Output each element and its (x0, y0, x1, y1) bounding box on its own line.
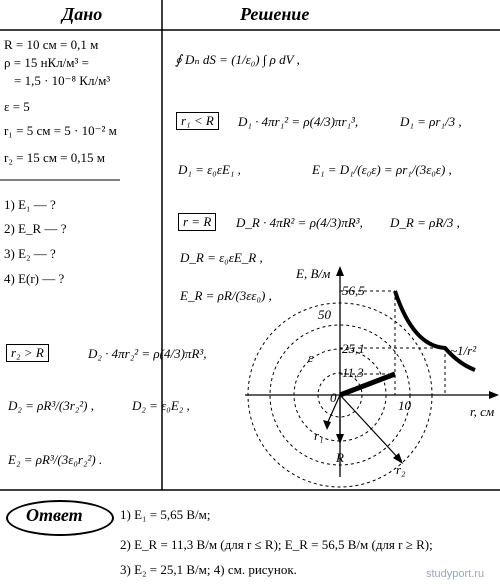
y-tick: 25,1 (342, 341, 365, 356)
case3-eq: E₂ = ρR³/(3ε₀r₂²) . (8, 452, 103, 467)
find-line: 1) E₁ — ? (4, 197, 56, 212)
field-diagram (245, 262, 500, 490)
given-line: R = 10 см = 0,1 м (4, 37, 99, 52)
y-tick: 50 (318, 307, 331, 322)
x-tick: 0 (330, 390, 337, 405)
r2-label: r₂ (396, 462, 406, 477)
case2-label: r = R (178, 213, 216, 231)
case2-eq: D_R = ρR/3 , (390, 215, 460, 230)
x-axis-label: r, см (470, 404, 495, 419)
x-tick: 10 (398, 398, 411, 413)
case1-eq: D₁ = ρr₁/3 , (400, 114, 462, 129)
case3-eq: D₂ · 4πr₂² = ρ(4/3)πR³, (88, 346, 207, 361)
case2-eq: D_R · 4πR² = ρ(4/3)πR³, (236, 215, 363, 230)
given-line: r₁ = 5 см = 5 · 10⁻² м (4, 123, 117, 138)
watermark: studyport.ru (426, 568, 485, 580)
find-line: 4) E(r) — ? (4, 271, 65, 286)
eps-label: ε (308, 350, 314, 365)
r1-label: r₁ (314, 428, 324, 443)
solution-header: Решение (240, 4, 310, 24)
case1-label: r₁ < R (176, 112, 219, 130)
y-tick: 11,3 (342, 365, 364, 380)
find-line: 2) E_R — ? (4, 221, 67, 236)
given-line: r₂ = 15 см = 0,15 м (4, 150, 105, 165)
given-line: ρ = 15 нКл/м³ = (4, 55, 90, 70)
given-line: = 1,5 · 10⁻⁸ Кл/м³ (14, 73, 111, 88)
case3-eq: D₂ = ε₀E₂ , (132, 398, 190, 413)
answer-line: 3) E₂ = 25,1 В/м; 4) см. рисунок. (120, 562, 297, 577)
case3-label: r₂ > R (6, 344, 49, 362)
case3-eq: D₂ = ρR³/(3r₂²) , (8, 398, 95, 413)
case1-eq: D₁ = ε₀εE₁ , (178, 162, 241, 177)
case1-eq: D₁ · 4πr₁² = ρ(4/3)πr₁³, (238, 114, 359, 129)
case2-eq: D_R = ε₀εE_R , (180, 250, 263, 265)
curve-label: ~1/r² (450, 343, 477, 358)
R-label: R (336, 450, 344, 465)
y-axis-label: E, В/м (296, 266, 331, 281)
y-tick: 56,5 (342, 283, 365, 298)
case1-eq: E₁ = D₁/(ε₀ε) = ρr₁/(3ε₀ε) , (312, 162, 452, 177)
answer-line: 2) E_R = 11,3 В/м (для r ≤ R); E_R = 56,5 В/м (для r ≥ R); (120, 537, 433, 552)
find-line: 3) E₂ — ? (4, 246, 56, 261)
answer-title: Ответ (26, 505, 83, 525)
given-line: ε = 5 (4, 99, 30, 114)
given-header: Дано (62, 4, 103, 24)
gauss-law: ∮ Dₙ dS = (1/ε₀) ∫ ρ dV , (175, 52, 300, 67)
answer-line: 1) E₁ = 5,65 В/м; (120, 507, 211, 522)
case2-eq: E_R = ρR/(3εε₀) , (180, 288, 272, 303)
